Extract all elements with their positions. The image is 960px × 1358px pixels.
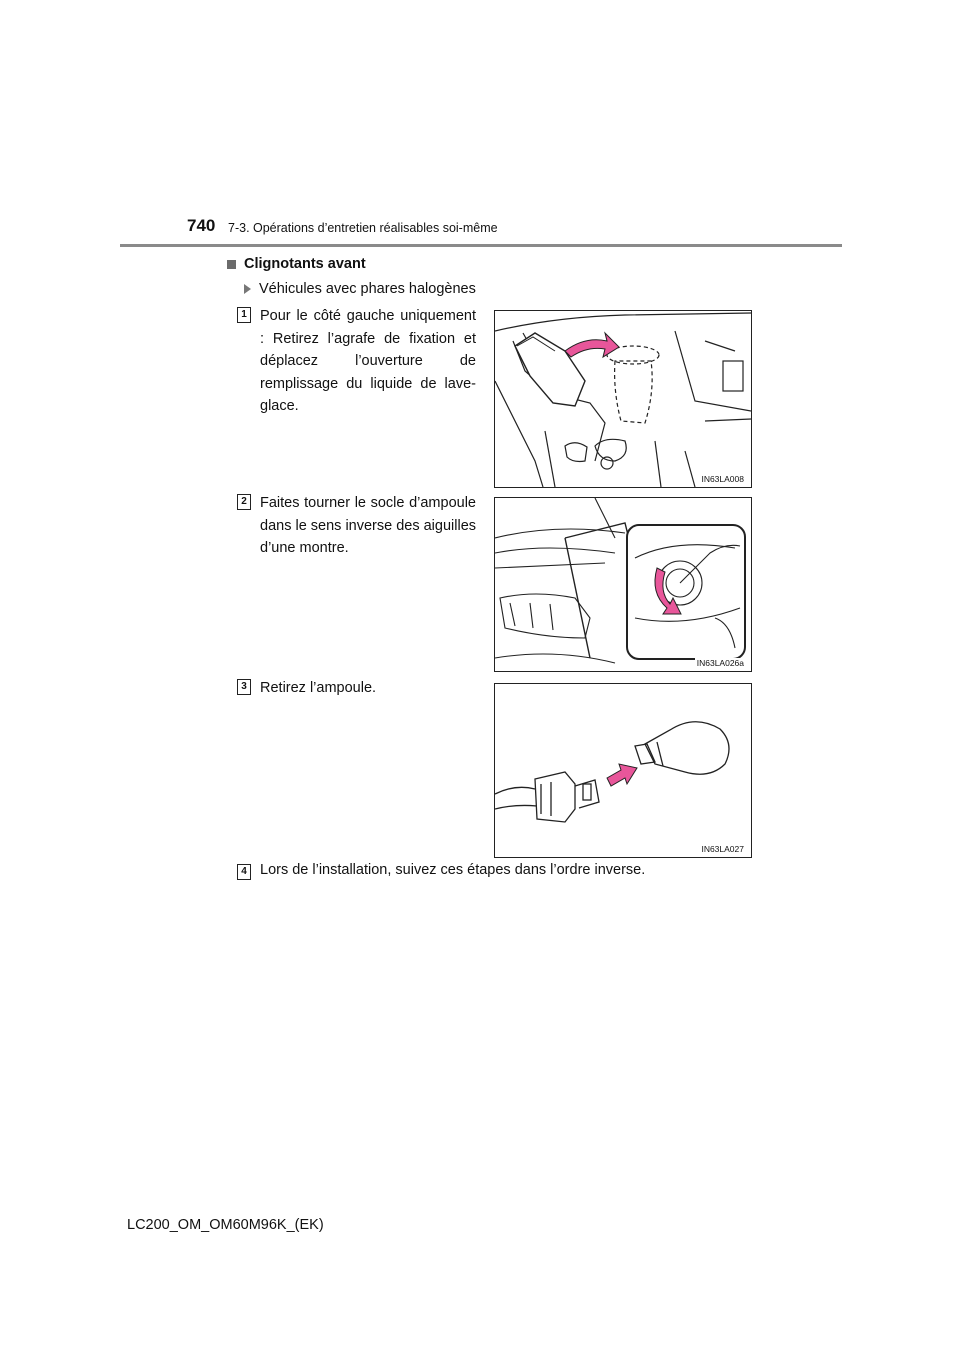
document-code: LC200_OM_OM60M96K_(EK) [127, 1217, 324, 1233]
heading-text: Clignotants avant [244, 256, 366, 272]
triangle-bullet-icon [244, 284, 251, 294]
step-1-text: Pour le côté gauche uniquement : Retirez l’agrafe de fixation et déplacez l’ouverture de remplissage du liquide de lave-glace. [260, 308, 476, 415]
bulb-removal-illustration [495, 684, 751, 857]
step-4-text: Lors de l’installation, suivez ces étapes dans l’ordre inverse. [260, 862, 646, 878]
step-2-text: Faites tourner le socle d’ampoule dans le sens inverse des aiguilles d’une montre. [260, 495, 477, 557]
step-badge-1: 1 [237, 307, 251, 323]
figure-step-3 [494, 683, 752, 858]
subheading-text: Véhicules avec phares halogènes [259, 281, 476, 297]
subheading [244, 281, 476, 297]
heading [227, 256, 366, 272]
square-bullet-icon [227, 260, 236, 269]
figure-code-2: IN63LA026a [696, 658, 744, 668]
figure-step-1 [494, 310, 752, 488]
section-title: 7-3. Opérations d’entretien réalisables soi-même [228, 221, 498, 235]
figure-code-1: IN63LA008 [701, 474, 744, 484]
bulb-socket-illustration [495, 498, 751, 671]
washer-filler-illustration [495, 311, 751, 487]
step-3-text: Retirez l’ampoule. [260, 680, 377, 696]
page-number: 740 [187, 216, 216, 235]
step-badge-2: 2 [237, 494, 251, 510]
step-badge-4: 4 [237, 864, 251, 880]
figure-step-2 [494, 497, 752, 672]
header-divider [120, 244, 842, 247]
figure-code-3: IN63LA027 [701, 844, 744, 854]
step-badge-3: 3 [237, 679, 251, 695]
